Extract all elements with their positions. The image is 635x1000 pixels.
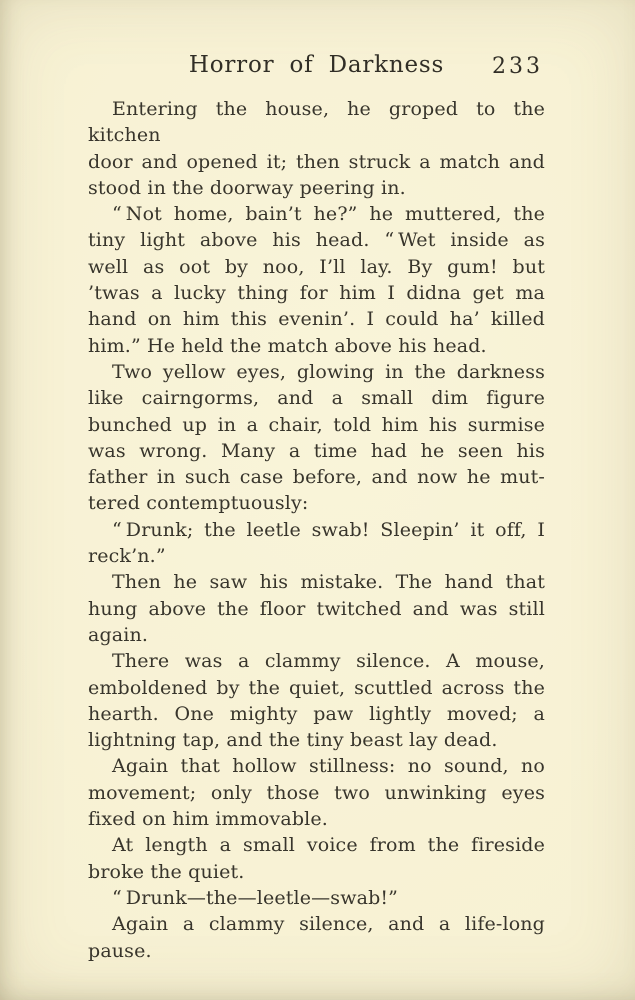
text-line: “ Drunk—the—leetle—swab!”	[112, 886, 399, 909]
text-line: Two yellow eyes, glowing in the darkness	[112, 360, 545, 383]
text-line: was wrong. Many a time had he seen his	[88, 439, 545, 462]
paragraph	[88, 885, 545, 911]
text-line: pause.	[88, 939, 152, 962]
paragraph	[88, 832, 545, 885]
text-line: like cairngorms, and a small dim figure	[88, 387, 545, 410]
page-number: 233	[492, 54, 543, 79]
text-line: emboldened by the quiet, scuttled across the	[88, 676, 545, 699]
text-line: ’twas a lucky thing for him I didna get ma	[88, 282, 545, 305]
text-line: bunched up in a chair, told him his surmise	[88, 413, 545, 436]
text-line: father in such case before, and now he mut-	[88, 466, 545, 489]
text-line: Entering the house, he groped to the kitchen	[88, 98, 545, 147]
page-header	[88, 50, 545, 84]
paragraph	[88, 753, 545, 832]
text-line: “ Not home, bain’t he?” he muttered, the	[112, 203, 545, 226]
text-line: There was a clammy silence. A mouse,	[112, 650, 545, 673]
text-line: movement; only those two unwinking eyes	[88, 781, 545, 804]
text-line: hung above the floor twitched and was still	[88, 597, 545, 620]
text-line: him.” He held the match above his head.	[88, 334, 487, 357]
text-line: “ Drunk; the leetle swab! Sleepin’ it off, I	[112, 518, 545, 541]
text-line: tiny light above his head. “ Wet inside as	[88, 229, 545, 252]
text-line: hand on him this evenin’. I could ha’ killed	[88, 308, 545, 331]
text-line: Again a clammy silence, and a life-long	[112, 913, 545, 936]
running-head-title: Horror of Darkness	[188, 52, 445, 78]
text-line: broke the quiet.	[88, 860, 245, 883]
text-line: Again that hollow stillness: no sound, no	[112, 755, 545, 778]
text-line: Then he saw his mistake. The hand that	[112, 571, 545, 594]
paragraph	[88, 517, 545, 570]
text-line: fixed on him immovable.	[88, 808, 328, 831]
paragraph	[88, 359, 545, 517]
paragraph	[88, 96, 545, 201]
paragraph	[88, 911, 545, 964]
text-line: hearth. One mighty paw lightly moved; a	[88, 702, 545, 725]
paragraph	[88, 569, 545, 648]
text-line: lightning tap, and the tiny beast lay dead.	[88, 729, 498, 752]
text-line: tered contemptuously:	[88, 492, 309, 515]
paragraph	[88, 648, 545, 753]
text-line: At length a small voice from the fireside	[112, 834, 545, 857]
text-line: door and opened it; then struck a match and	[88, 150, 545, 173]
text-line: stood in the doorway peering in.	[88, 176, 406, 199]
text-line: reck’n.”	[88, 545, 166, 568]
paragraph	[88, 201, 545, 359]
text-block	[88, 96, 545, 964]
text-line: well as oot by noo, I’ll lay. By gum! but	[88, 255, 545, 278]
text-line: again.	[88, 623, 149, 646]
